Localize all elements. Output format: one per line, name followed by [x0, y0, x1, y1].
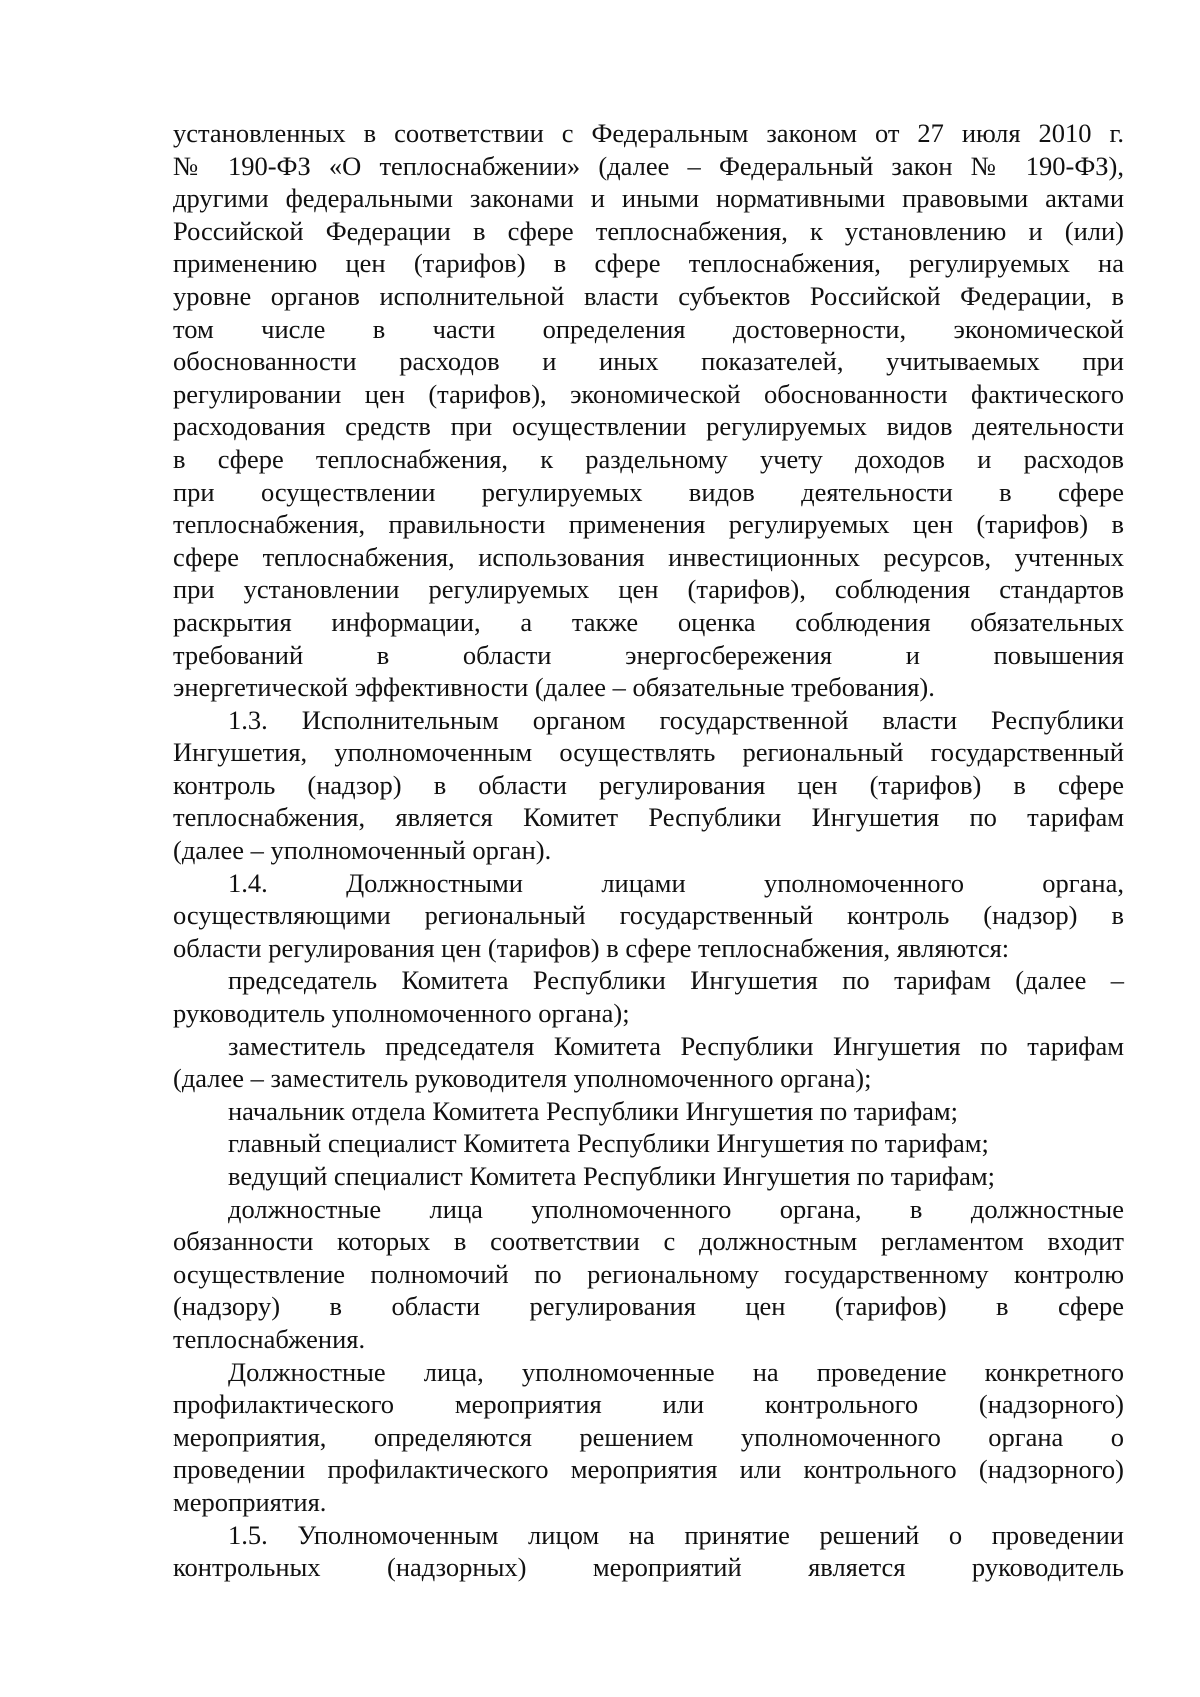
text-line: теплоснабжения.	[173, 1323, 366, 1354]
text-line: требований в области энергосбережения и повышения	[173, 639, 1124, 670]
text-line: энергетической эффективности (далее – обязательные требования).	[173, 672, 935, 703]
text-line: расходования средств при осуществлении регулируемых видов деятельности	[173, 411, 1124, 442]
text-line: в сфере теплоснабжения, к раздельному учету доходов и расходов	[173, 443, 1124, 474]
text-line: начальник отдела Комитета Республики Ингушетия по тарифам;	[228, 1095, 959, 1126]
text-line: установленных в соответствии с Федеральным законом от 27 июля 2010 г.	[173, 118, 1124, 148]
text-line: осуществление полномочий по региональному государственному контролю	[173, 1258, 1124, 1289]
text-line: раскрытия информации, а также оценка соблюдения обязательных	[173, 606, 1124, 637]
text-line: контроль (надзор) в области регулирования цен (тарифов) в сфере	[173, 769, 1124, 800]
text-line: (далее – заместитель руководителя уполномоченного органа);	[173, 1063, 872, 1094]
text-line: мероприятия, определяются решением уполномоченного органа о	[173, 1421, 1124, 1452]
text-line: председатель Комитета Республики Ингушетия по тарифам (далее –	[228, 965, 1124, 996]
text-line: должностные лица уполномоченного органа, в должностные	[228, 1193, 1124, 1224]
text-line: Российской Федерации в сфере теплоснабжения, к установлению и (или)	[173, 215, 1124, 246]
text-line: обоснованности расходов и иных показателей, учитываемых при	[173, 346, 1124, 377]
text-line: главный специалист Комитета Республики Ингушетия по тарифам;	[228, 1128, 989, 1159]
text-line: при установлении регулируемых цен (тарифов), соблюдения стандартов	[173, 574, 1124, 605]
text-line: руководитель уполномоченного органа);	[173, 998, 630, 1029]
text-line: 1.3. Исполнительным органом государственной власти Республики	[228, 704, 1124, 735]
text-line: сфере теплоснабжения, использования инвестиционных ресурсов, учтенных	[173, 541, 1124, 572]
text-line: применению цен (тарифов) в сфере теплоснабжения, регулируемых на	[173, 248, 1124, 279]
text-line: уровне органов исполнительной власти субъектов Российской Федерации, в	[173, 280, 1124, 311]
text-line: обязанности которых в соответствии с должностным регламентом входит	[173, 1226, 1124, 1257]
text-line: мероприятия.	[173, 1486, 327, 1517]
text-line: контрольных (надзорных) мероприятий является руководитель	[173, 1552, 1124, 1583]
text-line: регулировании цен (тарифов), экономической обоснованности фактического	[173, 378, 1124, 409]
text-line: том числе в части определения достоверности, экономической	[173, 313, 1124, 344]
text-line: проведении профилактического мероприятия или контрольного (надзорного)	[173, 1454, 1124, 1485]
text-line: другими федеральными законами и иными нормативными правовыми актами	[173, 183, 1124, 214]
text-line: осуществляющими региональный государственный контроль (надзор) в	[173, 900, 1124, 931]
text-line: Ингушетия, уполномоченным осуществлять региональный государственный	[173, 737, 1124, 768]
text-line: ведущий специалист Комитета Республики Ингушетия по тарифам;	[228, 1161, 995, 1191]
text-line: области регулирования цен (тарифов) в сфере теплоснабжения, являются:	[173, 932, 1010, 963]
text-line: Должностные лица, уполномоченные на проведение конкретного	[228, 1356, 1124, 1387]
text-line: 1.4. Должностными лицами уполномоченного органа,	[228, 867, 1124, 898]
text-line: профилактического мероприятия или контрольного (надзорного)	[173, 1389, 1124, 1420]
text-line: 1.5. Уполномоченным лицом на принятие решений о проведении	[228, 1519, 1124, 1550]
text-line: (далее – уполномоченный орган).	[173, 835, 552, 866]
text-line: № 190-ФЗ «О теплоснабжении» (далее – Федеральный закон № 190-ФЗ),	[173, 150, 1124, 181]
text-line: теплоснабжения, правильности применения регулируемых цен (тарифов) в	[173, 509, 1124, 540]
document-body	[173, 117, 1124, 1584]
text-line: при осуществлении регулируемых видов деятельности в сфере	[173, 476, 1124, 507]
text-line: (надзору) в области регулирования цен (тарифов) в сфере	[173, 1291, 1124, 1322]
text-line: теплоснабжения, является Комитет Республики Ингушетия по тарифам	[173, 802, 1124, 833]
text-line: заместитель председателя Комитета Республики Ингушетия по тарифам	[228, 1030, 1124, 1061]
